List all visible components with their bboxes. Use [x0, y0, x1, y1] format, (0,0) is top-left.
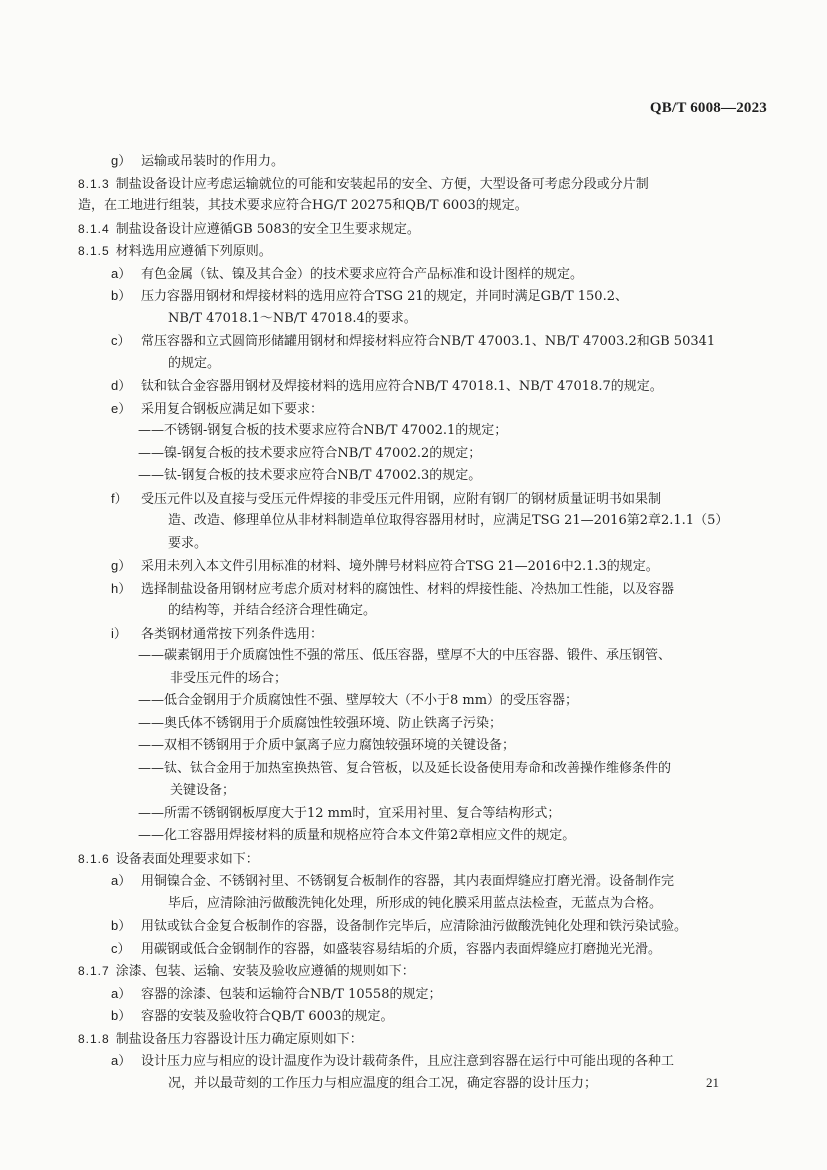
text-line [111, 578, 748, 601]
line-text: 制盐设备设计应遵循GB 5083的安全卫生要求规定。 [115, 221, 420, 237]
clause-number: 8.1.4 [78, 221, 110, 236]
clause-line [78, 173, 748, 196]
line-text: 用碳钢或低合金钢制作的容器，如盛装容易结垢的介质，容器内表面焊缝应打磨抛光光滑。 [141, 941, 662, 957]
text-line [168, 308, 748, 331]
text-line [168, 510, 748, 533]
line-text: 容器的涂漆、包装和运输符合NB/T 10558的规定； [141, 986, 442, 1002]
line-text: 运输或吊装时的作用力。 [141, 154, 285, 169]
standard-code-header: QB/T 6008—2023 [649, 100, 767, 116]
line-text: ——化工容器用焊接材料的质量和规格应符合本文件第2章相应文件的规定。 [138, 828, 576, 843]
item-marker: g） [111, 558, 132, 573]
line-text: 采用复合钢板应满足如下要求： [141, 401, 324, 417]
text-line [111, 1050, 748, 1073]
line-text: 材料选用应遵循下列原则。 [115, 244, 272, 259]
item-marker: g） [111, 153, 132, 168]
line-text: 压力容器用钢材和焊接材料的选用应符合TSG 21的规定，并同时满足GB/T 150.2、 [141, 289, 628, 304]
line-text: ——不锈钢-钢复合板的技术要求应符合NB/T 47002.1的规定； [138, 423, 508, 438]
text-line [111, 555, 748, 578]
line-text: 用钛或钛合金复合板制作的容器，设备制作完毕后，应清除油污做酸洗钝化处理和铁污染试验。 [141, 919, 688, 934]
line-text: ——钛-钢复合板的技术要求应符合NB/T 47002.3的规定。 [138, 468, 482, 483]
item-marker: a） [111, 873, 132, 888]
item-marker: e） [111, 400, 132, 416]
text-line [78, 195, 748, 218]
clause-line [78, 960, 748, 983]
clause-line [78, 240, 748, 263]
clause-number: 8.1.3 [78, 176, 110, 191]
text-line [168, 533, 748, 556]
dash-item-line [138, 690, 748, 713]
text-line [111, 915, 748, 938]
item-marker: c） [111, 333, 131, 348]
text-line [111, 623, 748, 646]
text-line [111, 1005, 748, 1028]
item-marker: a） [111, 1053, 132, 1068]
line-text: 钛和钛合金容器用钢材及焊接材料的选用应符合NB/T 47018.1、NB/T 47018.7的规定。 [141, 379, 663, 394]
text-line [111, 938, 748, 961]
item-marker: i） [111, 625, 127, 641]
line-text: 制盐设备压力容器设计压力确定原则如下： [115, 1031, 363, 1047]
line-text: 常压容器和立式圆筒形储罐用钢材和焊接材料应符合NB/T 47003.1、NB/T 47003.2和GB 50341 [141, 334, 716, 349]
line-text: 设计压力应与相应的设计温度作为设计载荷条件，且应注意到容器在运行中可能出现的各种工 [141, 1054, 675, 1069]
item-marker: b） [111, 918, 132, 933]
dash-item-line [138, 420, 748, 443]
clause-number: 8.1.7 [78, 964, 110, 978]
clause-line [78, 1028, 748, 1051]
clause-number: 8.1.6 [78, 851, 110, 866]
line-text: 有色金属（钛、镍及其合金）的技术要求应符合产品标准和设计图样的规定。 [141, 266, 584, 282]
line-text: ——所需不锈钢钢板厚度大于12 mm时，宜采用衬里、复合等结构形式； [138, 805, 561, 821]
clause-number: 8.1.5 [78, 244, 110, 258]
line-text: 非受压元件的场合； [170, 670, 288, 686]
line-text: 采用未列入本文件引用标准的材料、境外牌号材料应符合TSG 21—2016中2.1.3的规定。 [141, 559, 659, 574]
clause-number: 8.1.8 [78, 1031, 110, 1046]
line-text: ——低合金钢用于介质腐蚀性不强、壁厚较大（不小于8 mm）的受压容器； [138, 693, 579, 708]
dash-item-line [170, 780, 748, 803]
item-marker: f） [111, 490, 128, 506]
dash-item-line [138, 443, 748, 466]
line-text: 况，并以最苛刻的工作压力与相应温度的组合工况，确定容器的设计压力； [168, 1075, 598, 1091]
text-line [111, 398, 748, 421]
text-line [168, 893, 748, 916]
line-text: 制盐设备设计应考虑运输就位的可能和安装起吊的安全、方便，大型设备可考虑分段或分片制 [115, 176, 649, 192]
item-marker: b） [111, 288, 132, 303]
line-text: 容器的安装及验收符合QB/T 6003的规定。 [141, 1009, 394, 1024]
line-text: 关键设备； [170, 783, 236, 798]
line-text: 用铜镍合金、不锈钢衬里、不锈钢复合板制作的容器，其内表面焊缝应打磨光滑。设备制作完 [141, 874, 675, 889]
item-marker: h） [111, 580, 132, 596]
line-text: 受压元件以及直接与受压元件焊接的非受压元件用钢，应附有钢厂的钢材质量证明书如果制 [141, 491, 662, 507]
page-number: 21 [706, 1075, 719, 1090]
text-line [111, 983, 748, 1006]
dash-item-line [138, 465, 748, 488]
text-line [111, 263, 748, 286]
line-text: 涂漆、包装、运输、安装及验收应遵循的规则如下： [115, 964, 415, 979]
item-marker: b） [111, 1008, 132, 1023]
line-text: ——双相不锈钢用于介质中氯离子应力腐蚀较强环境的关键设备； [138, 738, 516, 753]
text-line [168, 600, 748, 623]
text-line [111, 870, 748, 893]
line-text: 造、改造、修理单位从非材料制造单位取得容器用材时，应满足TSG 21—2016第2章2.1.1（5） [168, 513, 729, 528]
line-text: 设备表面处理要求如下： [115, 851, 259, 867]
dash-item-line [138, 713, 748, 736]
dash-item-line [170, 668, 748, 691]
dash-item-line [138, 758, 748, 781]
line-text: ——钛、钛合金用于加热室换热管、复合管板，以及延长设备使用寿命和改善操作维修条件的 [138, 760, 672, 776]
text-line [168, 353, 748, 376]
dash-item-line [138, 803, 748, 826]
line-text: 选择制盐设备用钢材应考虑介质对材料的腐蚀性、材料的焊接性能、冷热加工性能，以及容器 [141, 581, 675, 597]
text-line [111, 330, 748, 353]
line-text: 造，在工地进行组装，其技术要求应符合HG/T 20275和QB/T 6003的规定。 [78, 198, 528, 213]
text-line [111, 375, 748, 398]
line-text: ——镍-钢复合板的技术要求应符合NB/T 47002.2的规定； [138, 445, 482, 461]
text-line [111, 150, 748, 173]
text-line [111, 285, 748, 308]
document-body [78, 150, 748, 1095]
text-line [111, 488, 748, 511]
item-marker: a） [111, 985, 132, 1001]
dash-item-line [138, 735, 748, 758]
line-text: 各类钢材通常按下列条件选用： [141, 626, 324, 642]
dash-item-line [138, 825, 748, 848]
line-text: 要求。 [168, 535, 208, 551]
line-text: 的规定。 [168, 355, 221, 371]
line-text: ——碳素钢用于介质腐蚀性不强的常压、低压容器，壁厚不大的中压容器、锻件、承压钢管、 [138, 648, 672, 663]
clause-line [78, 218, 748, 241]
item-marker: d） [111, 378, 132, 393]
clause-line [78, 848, 748, 871]
line-text: NB/T 47018.1～NB/T 47018.4的要求。 [168, 310, 417, 326]
item-marker: a） [111, 265, 132, 281]
dash-item-line [138, 645, 748, 668]
line-text: 毕后，应清除油污做酸洗钝化处理，所形成的钝化膜采用蓝点法检查，无蓝点为合格。 [168, 895, 663, 911]
item-marker: c） [111, 940, 131, 956]
line-text: ——奥氏体不锈钢用于介质腐蚀性较强环境、防止铁离子污染； [138, 715, 503, 731]
line-text: 的结构等，并结合经济合理性确定。 [168, 603, 377, 618]
text-line [168, 1073, 748, 1096]
